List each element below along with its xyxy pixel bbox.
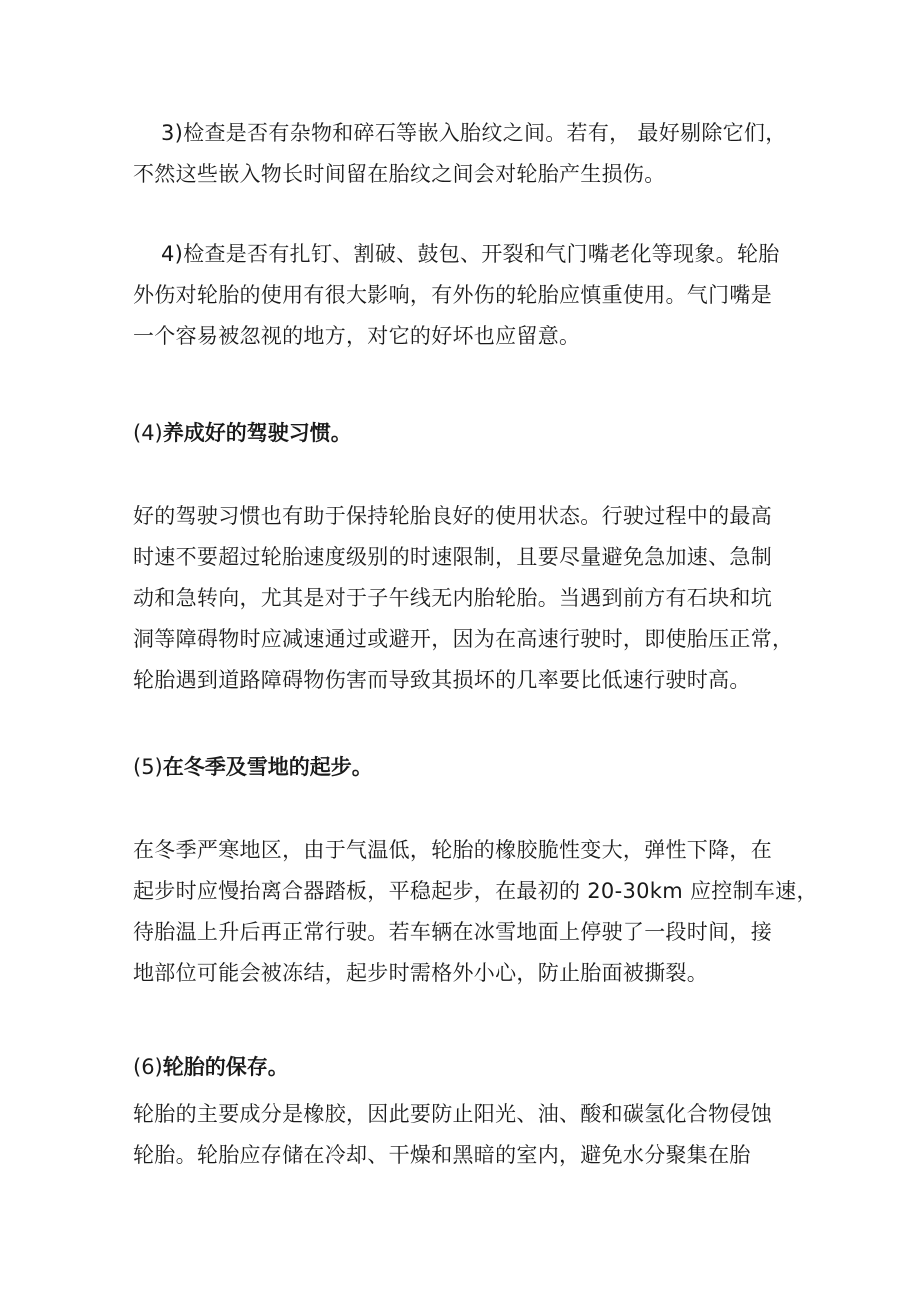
paragraph-driving-habits xyxy=(133,496,803,701)
text-line: 4)检查是否有扎钉、割破、鼓包、开裂和气门嘴老化等现象。轮胎 xyxy=(161,242,780,266)
section-heading-6 xyxy=(133,1047,803,1088)
text-line: 轮胎。轮胎应存储在冷却、干燥和黑暗的室内，避免水分聚集在胎 xyxy=(133,1143,751,1167)
text-line: 地部位可能会被冻结，起步时需格外小心，防止胎面被撕裂。 xyxy=(133,961,709,985)
section-title: 在冬季及雪地的起步。 xyxy=(162,755,373,779)
text-line: 动和急转向，尤其是对于子午线无内胎轮胎。当遇到前方有石块和坑 xyxy=(133,586,772,610)
text-line: 一个容易被忽视的地方，对它的好坏也应留意。 xyxy=(133,324,581,348)
text-line: 待胎温上升后再正常行驶。若车辆在冰雪地面上停驶了一段时间，接 xyxy=(133,920,772,944)
text-line: 3)检查是否有杂物和碎石等嵌入胎纹之间。若有， 最好剔除它们， xyxy=(161,121,787,145)
text-line: 轮胎的主要成分是橡胶，因此要防止阳光、油、酸和碳氢化合物侵蚀 xyxy=(133,1102,772,1126)
section-heading-4 xyxy=(133,413,803,454)
text-line: 时速不要超过轮胎速度级别的时速限制，且要尽量避免急加速、急制 xyxy=(133,545,772,569)
text-line: 好的驾驶习惯也有助于保持轮胎良好的使用状态。行驶过程中的最高 xyxy=(133,504,772,528)
paragraph-item-4 xyxy=(133,234,803,357)
section-number: (5) xyxy=(133,755,163,779)
text-line: 洞等障碍物时应减速通过或避开，因为在高速行驶时，即使胎压正常， xyxy=(133,627,794,651)
text-line: 外伤对轮胎的使用有很大影响，有外伤的轮胎应慎重使用。气门嘴是 xyxy=(133,283,772,307)
section-title: 养成好的驾驶习惯。 xyxy=(162,421,352,445)
paragraph-tire-storage xyxy=(133,1094,803,1176)
paragraph-item-3 xyxy=(133,113,803,195)
section-number: (6) xyxy=(133,1055,163,1079)
text-line: 在冬季严寒地区，由于气温低，轮胎的橡胶脆性变大，弹性下降，在 xyxy=(133,838,772,862)
section-title: 轮胎的保存。 xyxy=(162,1055,289,1079)
text-line: 轮胎遇到道路障碍物伤害而导致其损坏的几率要比低速行驶时高。 xyxy=(133,668,751,692)
paragraph-winter-start xyxy=(133,830,818,994)
text-line: 不然这些嵌入物长时间留在胎纹之间会对轮胎产生损伤。 xyxy=(133,162,666,186)
section-heading-5 xyxy=(133,747,803,788)
text-line: 起步时应慢抬离合器踏板，平稳起步，在最初的 20-30km 应控制车速， xyxy=(133,879,818,903)
section-number: (4) xyxy=(133,421,163,445)
